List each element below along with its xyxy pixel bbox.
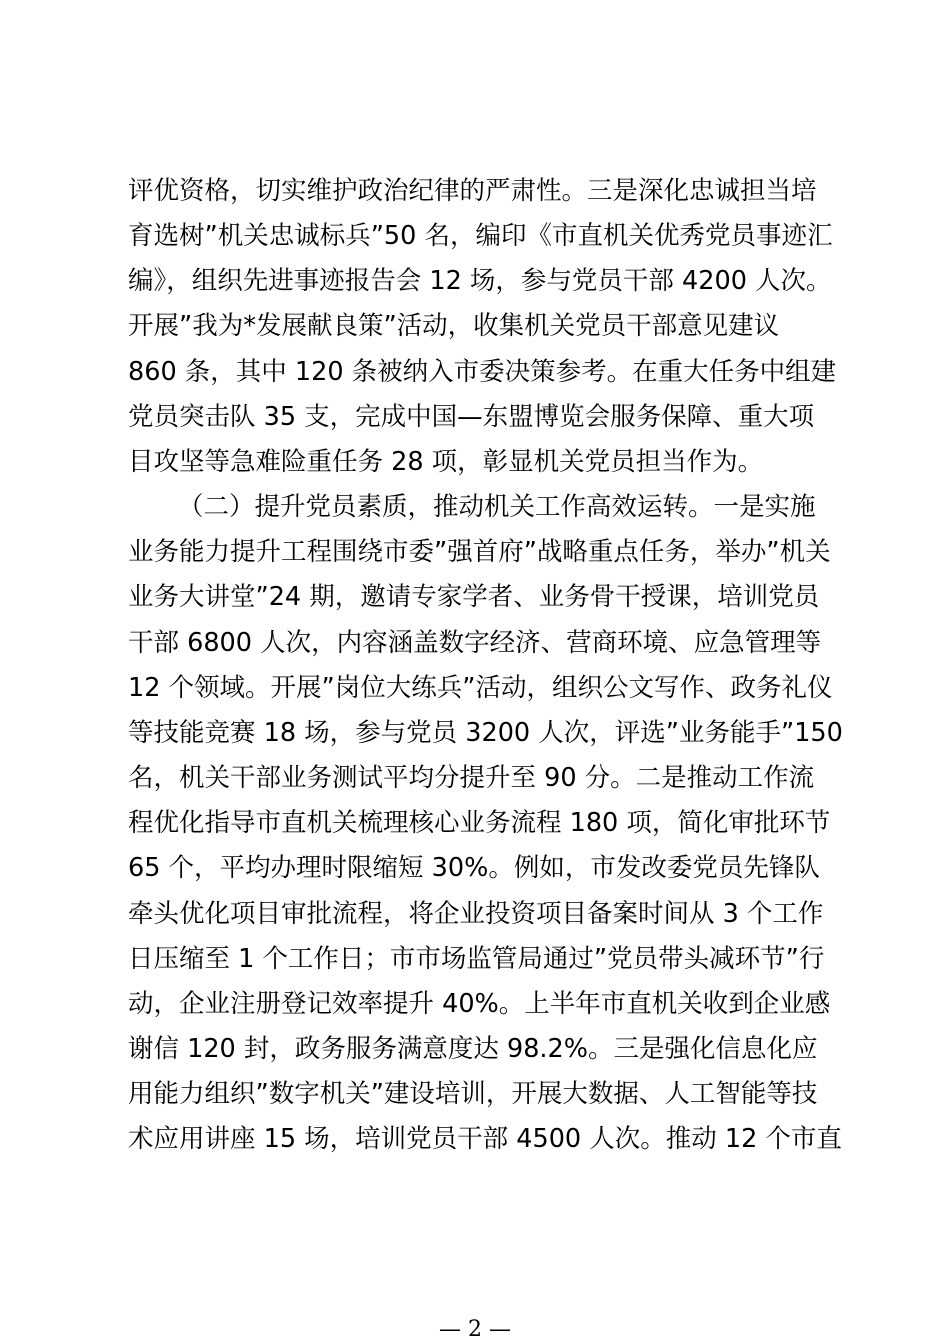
text-line-2: 育选树”机关忠诚标兵”50 名，编印《市直机关优秀党员事迹汇 <box>128 221 833 251</box>
text-line-13: 等技能竞赛 18 场，参与党员 3200 人次，评选”业务能手”150 <box>128 718 843 748</box>
text-line-11: 干部 6800 人次，内容涵盖数字经济、营商环境、应急管理等 <box>128 628 822 658</box>
text-line-14: 名，机关干部业务测试平均分提升至 90 分。二是推动工作流 <box>128 763 815 793</box>
text-line-7: 目攻坚等急难险重任务 28 项，彰显机关党员担当作为。 <box>128 447 764 477</box>
text-line-15: 程优化指导市直机关梳理核心业务流程 180 项，简化审批环节 <box>128 808 831 838</box>
text-line-1: 评优资格，切实维护政治纪律的严肃性。三是深化忠诚担当培 <box>128 176 817 206</box>
text-line-6: 党员突击队 35 支，完成中国—东盟博览会服务保障、重大项 <box>128 402 815 432</box>
text-line-18: 日压缩至 1 个工作日；市市场监管局通过”党员带头减环节”行 <box>128 944 825 974</box>
page-number: — 2 — <box>439 1317 511 1342</box>
text-line-21: 用能力组织”数字机关”建设培训，开展大数据、人工智能等技 <box>128 1079 818 1109</box>
text-line-12: 12 个领域。开展”岗位大练兵”活动，组织公文写作、政务礼仪 <box>128 673 833 703</box>
text-line-3: 编》，组织先进事迹报告会 12 场，参与党员干部 4200 人次。 <box>128 266 832 296</box>
text-line-5: 860 条，其中 120 条被纳入市委决策参考。在重大任务中组建 <box>128 357 837 387</box>
text-line-17: 牵头优化项目审批流程，将企业投资项目备案时间从 3 个工作 <box>128 899 824 929</box>
text-line-19: 动，企业注册登记效率提升 40%。上半年市直机关收到企业感 <box>128 989 831 1019</box>
section-heading-line: （二）提升党员素质，推动机关工作高效运转。一是实施 <box>178 492 816 522</box>
text-line-10: 业务大讲堂”24 期，邀请专家学者、业务骨干授课，培训党员 <box>128 582 820 612</box>
text-line-4: 开展”我为*发展献良策”活动，收集机关党员干部意见建议 <box>128 311 780 341</box>
text-line-16: 65 个，平均办理时限缩短 30%。例如，市发改委党员先锋队 <box>128 853 820 883</box>
text-line-22: 术应用讲座 15 场，培训党员干部 4500 人次。推动 12 个市直 <box>128 1124 842 1154</box>
text-line-9: 业务能力提升工程围绕市委”强首府”战略重点任务，举办”机关 <box>128 537 831 567</box>
text-line-20: 谢信 120 封，政务服务满意度达 98.2%。三是强化信息化应 <box>128 1034 818 1064</box>
